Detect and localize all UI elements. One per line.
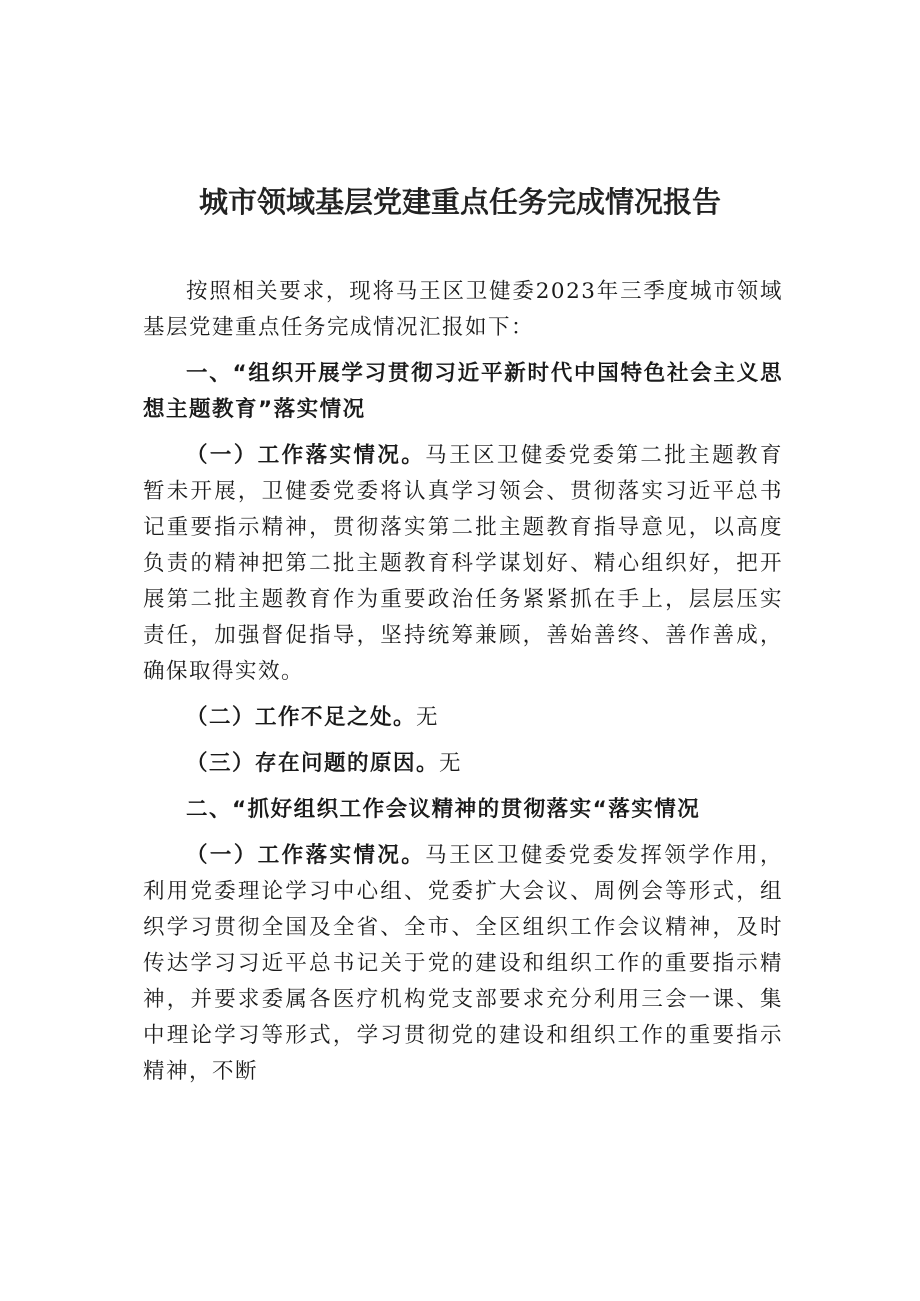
section1-item3: [143, 746, 783, 782]
section1-item3-text: 无: [439, 751, 463, 776]
section1-item1-text: 马王区卫健委党委第二批主题教育暂未开展，卫健委党委将认真学习领会、贯彻落实习近平总书记重要指示精神，贯彻落实第二批主题教育指导意见，以高度负责的精神把第二批主题教育科学谋划好、精心组织好，把开展第二批主题教育作为重要政治任务紧紧抓在手上，层层压实责任，加强督促指导，坚持统筹兼顾，善始善终、善作善成，确保取得实效。: [143, 443, 783, 684]
section2-item1-text: 马王区卫健委党委发挥领学作用，利用党委理论学习中心组、党委扩大会议、周例会等形式，组织学习贯彻全国及全省、全市、全区组织工作会议精神，及时传达学习习近平总书记关于党的建设和组织工作的重要指示精神，并要求委属各医疗机构党支部要求充分利用三会一课、集中理论学习等形式，学习贯彻党的建设和组织工作的重要指示精神，不断: [143, 843, 783, 1084]
section2-heading: 二、“抓好组织工作会议精神的贯彻落实“落实情况: [186, 797, 701, 822]
section1-item2: [143, 700, 783, 736]
section2-item1-label: （一）工作落实情况。: [186, 843, 426, 868]
section2-item1: [143, 838, 783, 1090]
intro-paragraph: 按照相关要求，现将马王区卫健委2023年三季度城市领域基层党建重点任务完成情况汇报如下：: [143, 279, 783, 340]
section1-item1: [143, 438, 783, 690]
document-body: [143, 274, 783, 1090]
section1-item2-label: （二）工作不足之处。: [186, 705, 417, 730]
section1-item2-text: 无: [416, 705, 440, 730]
section1-item1-label: （一）工作落实情况。: [186, 443, 426, 468]
section1-item3-label: （三）存在问题的原因。: [186, 751, 440, 776]
section1-heading: 一、“组织开展学习贯彻习近平新时代中国特色社会主义思想主题教育”落实情况: [143, 361, 783, 422]
document-title: 城市领域基层党建重点任务完成情况报告: [198, 185, 721, 219]
